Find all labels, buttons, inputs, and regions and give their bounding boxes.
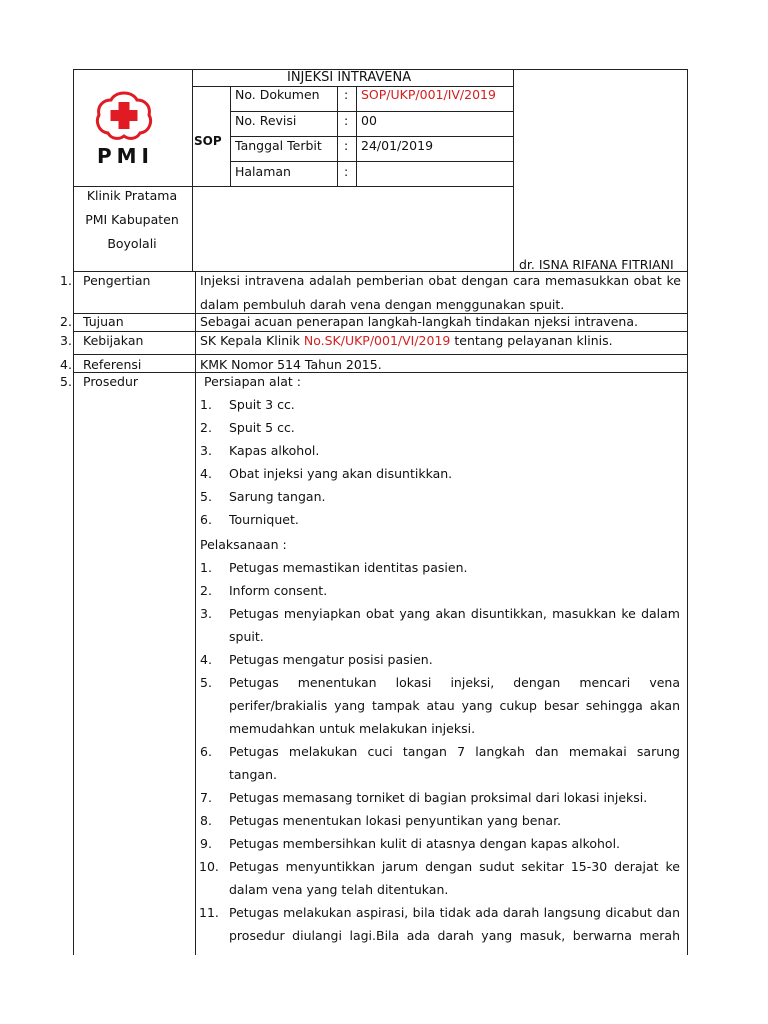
section-label-pengertian: Pengertian: [83, 273, 151, 288]
field-label-tanggal-terbit: Tanggal Terbit: [235, 138, 322, 153]
list-item-number: 9.: [200, 836, 212, 851]
red-cross-icon: [93, 90, 155, 140]
logo-text: PMI: [97, 144, 155, 168]
rule: [192, 69, 193, 271]
kebijakan-text: [200, 333, 613, 349]
list-item: Obat injeksi yang akan disuntikkan.: [229, 466, 453, 481]
rule: [73, 331, 688, 332]
section-number: 2.: [60, 314, 72, 329]
list-item: Kapas alkohol.: [229, 443, 320, 458]
list-item-line: Petugas mengatur posisi pasien.: [229, 652, 433, 667]
kebijakan-suffix: tentang pelayanan klinis.: [454, 333, 613, 348]
list-item-number: 2.: [200, 420, 212, 435]
list-item-number: 10.: [199, 859, 219, 874]
kebijakan-prefix: SK Kepala Klinik: [200, 333, 300, 348]
section-number: 4.: [60, 357, 72, 372]
rule: [230, 136, 513, 137]
pelaksanaan-title: Pelaksanaan :: [200, 537, 287, 552]
section-label-tujuan: Tujuan: [83, 314, 124, 329]
sop-label: SOP: [194, 134, 222, 148]
section-number: 1.: [60, 273, 72, 288]
kebijakan-ref: No.SK/UKP/001/VI/2019: [303, 333, 451, 348]
list-item: Tourniquet.: [229, 512, 299, 527]
field-label-no-dokumen: No. Dokumen: [235, 87, 320, 102]
list-item: Spuit 3 cc.: [229, 397, 295, 412]
list-item: Spuit 5 cc.: [229, 420, 295, 435]
field-value-no-dokumen: SOP/UKP/001/IV/2019: [361, 87, 496, 102]
tujuan-text: Sebagai acuan penerapan langkah-langkah tindakan njeksi intravena.: [200, 314, 638, 329]
field-colon: :: [344, 164, 349, 179]
list-item-number: 2.: [200, 583, 212, 598]
list-item-number: 6.: [200, 744, 212, 759]
signatory-name: dr. ISNA RIFANA FITRIANI: [519, 257, 674, 272]
list-item-line: perifer/brakialis yang tampak atau yang cukup besar sehingga akan: [229, 698, 680, 713]
list-item-number: 4.: [200, 652, 212, 667]
rule: [73, 354, 688, 355]
list-item-line: Petugas melakukan cuci tangan 7 langkah dan memakai sarung: [229, 744, 680, 759]
list-item-line: spuit.: [229, 629, 264, 644]
list-item-line: prosedur diulangi lagi.Bila ada darah yang masuk, berwarna merah: [229, 928, 680, 943]
list-item-line: Petugas melakukan aspirasi, bila tidak ada darah langsung dicabut dan: [229, 905, 680, 920]
section-number: 3.: [60, 333, 72, 348]
list-item-line: Petugas menyuntikkan jarum dengan sudut sekitar 15-30 derajat ke: [229, 859, 680, 874]
pengertian-text-line2: dalam pembuluh darah vena dengan menggunakan spuit.: [200, 297, 565, 312]
list-item-line: Petugas menyiapkan obat yang akan disuntikkan, masukkan ke dalam: [229, 606, 680, 621]
org-name-line2: PMI Kabupaten: [85, 212, 179, 227]
rule: [73, 69, 74, 955]
field-colon: :: [344, 138, 349, 153]
list-item-number: 5.: [200, 675, 212, 690]
rule: [513, 69, 514, 271]
org-name-line3: Boyolali: [107, 236, 157, 251]
pengertian-text-line1: Injeksi intravena adalah pemberian obat dengan cara memasukkan obat ke: [200, 273, 681, 288]
list-item-number: 1.: [200, 397, 212, 412]
rule: [687, 69, 688, 955]
list-item-number: 7.: [200, 790, 212, 805]
pmi-logo: [93, 90, 155, 170]
list-item-number: 3.: [200, 606, 212, 621]
list-item-line: tangan.: [229, 767, 277, 782]
list-item-line: Petugas menentukan lokasi penyuntikan yang benar.: [229, 813, 562, 828]
field-label-halaman: Halaman: [235, 164, 291, 179]
section-label-kebijakan: Kebijakan: [83, 333, 144, 348]
list-item-number: 4.: [200, 466, 212, 481]
list-item: Sarung tangan.: [229, 489, 326, 504]
doc-title: INJEKSI INTRAVENA: [287, 70, 412, 85]
referensi-text: KMK Nomor 514 Tahun 2015.: [200, 357, 382, 372]
section-label-prosedur: Prosedur: [83, 374, 139, 389]
rule: [73, 186, 192, 187]
list-item-line: dalam vena yang telah ditentukan.: [229, 882, 449, 897]
rule: [230, 111, 513, 112]
list-item-number: 8.: [200, 813, 212, 828]
field-label-no-revisi: No. Revisi: [235, 113, 297, 128]
section-label-referensi: Referensi: [83, 357, 142, 372]
list-item-line: Petugas memasang torniket di bagian proksimal dari lokasi injeksi.: [229, 790, 648, 805]
list-item-line: Petugas membersihkan kulit di atasnya dengan kapas alkohol.: [229, 836, 621, 851]
section-number: 5.: [60, 374, 72, 389]
rule: [192, 186, 513, 187]
field-colon: :: [344, 87, 349, 102]
list-item-number: 11.: [199, 905, 219, 920]
list-item-number: 6.: [200, 512, 212, 527]
persiapan-title: Persiapan alat :: [204, 374, 301, 389]
rule: [230, 161, 513, 162]
field-colon: :: [344, 113, 349, 128]
list-item-number: 5.: [200, 489, 212, 504]
list-item-line: Petugas memastikan identitas pasien.: [229, 560, 468, 575]
list-item-line: memudahkan untuk melakukan injeksi.: [229, 721, 476, 736]
rule: [195, 271, 196, 955]
list-item-line: Inform consent.: [229, 583, 328, 598]
list-item-line: Petugas menentukan lokasi injeksi, dengan mencari vena: [229, 675, 680, 690]
field-value-no-revisi: 00: [361, 113, 377, 128]
field-value-tanggal-terbit: 24/01/2019: [361, 138, 434, 153]
org-name-line1: Klinik Pratama: [86, 188, 178, 203]
list-item-number: 1.: [200, 560, 212, 575]
list-item-number: 3.: [200, 443, 212, 458]
